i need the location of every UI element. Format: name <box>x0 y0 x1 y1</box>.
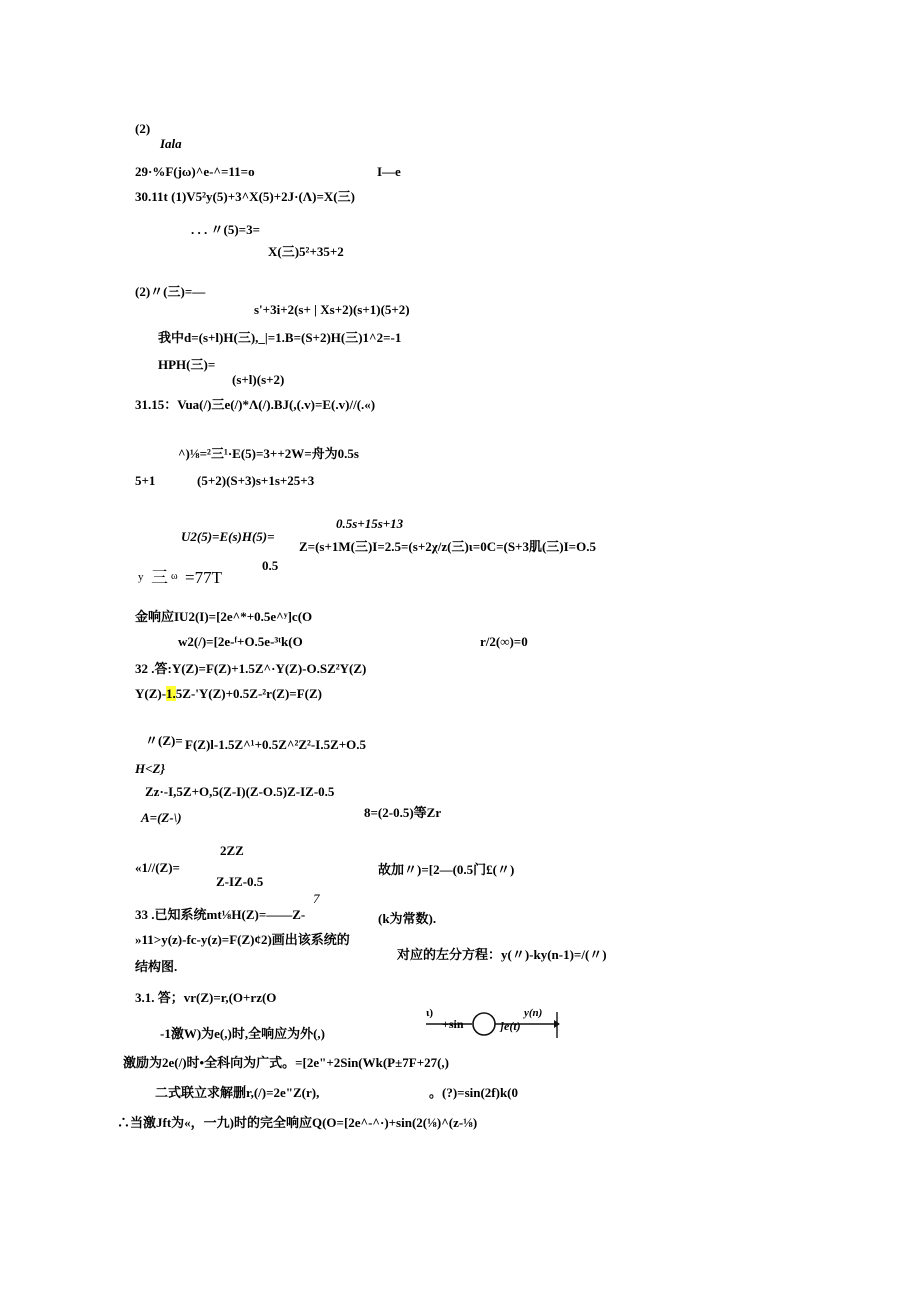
text-line: -1激W)为e(,)时,全响应为外(,) <box>160 1026 325 1041</box>
equation-line: «1//(Z)= <box>135 860 180 875</box>
equation-line: A=(Z-\) <box>141 810 182 825</box>
equation-line: Z=(s+1M(三)I=2.5=(s+2χ/z(三)ι=0C=(S+3肌(三)I=O.5 <box>299 539 596 554</box>
diagram-svg <box>424 1006 560 1042</box>
text-line: Iala <box>160 136 182 151</box>
text-line: I—e <box>377 164 401 179</box>
equation-line: =77T <box>185 568 222 587</box>
item-label-2: (2) <box>135 121 151 136</box>
equation-line: 三 <box>151 568 168 587</box>
text-line: »11>y(z)-fc-y(z)=F(Z)¢2)画出该系统的 <box>135 932 350 947</box>
equation-part: 5Z-'Y(Z)+0.5Z-²r(Z)=F(Z) <box>175 686 322 701</box>
equation-denominator: Z-IZ-0.5 <box>216 874 264 889</box>
equation-line: w2(/)=[2e-ᶠ+O.5e-³ᵗk(O <box>178 634 303 649</box>
equation-line: 金响应IU2(I)=[2e^*+0.5e^ʸ]c(O <box>135 609 313 624</box>
problem-32: 32 .答:Y(Z)=F(Z)+1.5Z^·Y(Z)-O.SZ²Y(Z) <box>135 661 367 676</box>
text-line: 二式联立求解删r,(/)=2e"Z(r), <box>155 1085 320 1100</box>
equation-line: HPH(三)= <box>158 357 216 372</box>
equation-line: 〃(Z)= <box>145 733 183 748</box>
highlighted-text: 1. <box>166 686 176 701</box>
equation-line: Zz·-I,5Z+O,5(Z-I)(Z-O.5)Z-IZ-0.5 <box>145 784 335 799</box>
equation-line: F(Z)l-1.5Z^¹+0.5Z^²Z²-I.5Z+O.5 <box>185 737 367 752</box>
problem-30: 30.11t (1)V5²y(5)+3^X(5)+2J·(Λ)=X(三) <box>135 189 355 204</box>
equation-line: U2(5)=E(s)H(5)= <box>181 529 275 544</box>
text-line: 激励为2e(/)时•全科向为广式。=[2e"+2Sin(Wk(P±7F+27(,) <box>123 1055 450 1070</box>
problem-29: 29·%F(jω)^e-^=11=o <box>135 164 255 179</box>
equation-line: 5+1 <box>135 473 156 488</box>
text-line: 。(?)=sin(2f)k(0 <box>429 1085 519 1100</box>
diagram-input-label: ι) <box>426 1007 434 1019</box>
equation-line: 0.5 <box>262 558 279 573</box>
system-structure-diagram <box>424 1006 560 1042</box>
equation-numerator: 0.5s+15s+13 <box>336 516 404 531</box>
text-line: 结构图. <box>135 959 178 974</box>
problem-31: 31.15：Vua(/)三e(/)*Λ(/).BJ(,(.v)=E(.v)//(.«) <box>135 397 376 412</box>
equation-line <box>135 686 322 702</box>
equation-line: 8=(2-0.5)等Zr <box>364 805 442 820</box>
equation-line: 我中d=(s+l)H(三),_|=1.B=(S+2)H(三)1^2=-1 <box>158 330 402 345</box>
equation-line: y <box>138 571 144 583</box>
diagram-sin-label: +sin <box>442 1017 464 1031</box>
equation-line: . . . 〃(5)=3= <box>191 222 260 237</box>
equation-line: 故加〃)=[2—(0.5门£(〃) <box>378 862 515 877</box>
equation-denominator: (s+l)(s+2) <box>232 372 285 387</box>
equation-line: H<Z} <box>135 761 165 776</box>
text-line: ∴当激Jft为«，一九)时的完全响应Q(O=[2e^-^·)+sin(2(⅛)^(z-⅛) <box>117 1115 478 1130</box>
equation-denominator: s'+3i+2(s+ | Xs+2)(s+1)(5+2) <box>254 302 410 317</box>
equation-line: (2)〃(三)=— <box>135 284 206 299</box>
problem-33: 33 .已知系统mt⅛H(Z)=——Z- <box>135 907 306 922</box>
equation-line: ^)⅛=²三¹·E(5)=3++2W=舟为0.5s <box>178 446 359 461</box>
problem-3-1: 3.1. 答；vr(Z)=r,(O+rz(O <box>135 990 277 1005</box>
equation-line: (5+2)(S+3)s+1s+25+3 <box>197 473 315 488</box>
adder-circle <box>473 1013 495 1035</box>
equation-part: Y(Z)- <box>135 686 167 701</box>
equation-denominator: X(三)5²+35+2 <box>268 244 344 259</box>
equation-numerator: 2ZZ <box>220 843 244 858</box>
text-line: 对应的左分方程：y(〃)-ky(n-1)=/(〃) <box>397 947 607 962</box>
text-line: (k为常数). <box>378 911 437 926</box>
diagram-e-label: ]e(t) <box>500 1019 521 1033</box>
equation-line: ω <box>171 571 178 582</box>
equation-line: r/2(∞)=0 <box>480 634 528 649</box>
diagram-y-label: y(n) <box>524 1007 543 1019</box>
equation-line: 7 <box>313 891 320 906</box>
